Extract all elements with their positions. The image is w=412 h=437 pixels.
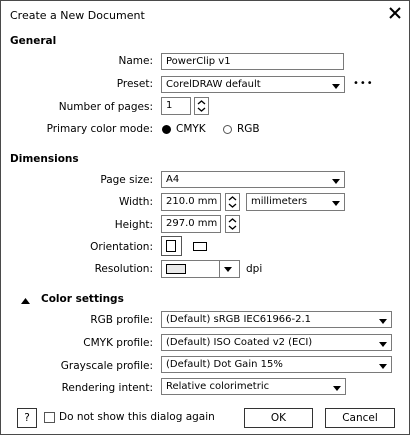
orientation-label: Orientation: xyxy=(90,241,153,253)
rgb-profile-value: (Default) sRGB IEC61966-2.1 xyxy=(166,314,312,325)
height-input[interactable]: 297.0 mm xyxy=(161,215,221,233)
color-mode-label: Primary color mode: xyxy=(46,123,153,135)
rendering-intent-value: Relative colorimetric xyxy=(166,381,270,392)
cmyk-profile-value: (Default) ISO Coated v2 (ECI) xyxy=(166,337,313,348)
page-size-value: A4 xyxy=(166,174,180,185)
preset-value: CorelDRAW default xyxy=(166,79,261,90)
width-stepper[interactable] xyxy=(225,193,240,211)
close-icon[interactable] xyxy=(387,5,403,21)
resolution-dropdown[interactable] xyxy=(161,260,240,278)
more-options-button[interactable]: ••• xyxy=(353,78,374,89)
landscape-button[interactable] xyxy=(190,236,211,256)
page-size-label: Page size: xyxy=(100,174,153,186)
chevron-down-icon xyxy=(379,316,387,329)
pages-label: Number of pages: xyxy=(58,101,153,113)
width-input[interactable]: 210.0 mm xyxy=(161,193,221,211)
rgb-radio[interactable] xyxy=(223,125,232,134)
ok-button[interactable]: OK xyxy=(244,408,313,428)
dimensions-heading: Dimensions xyxy=(10,153,79,165)
chevron-down-icon xyxy=(332,198,340,211)
resolution-label: Resolution: xyxy=(94,263,153,275)
grayscale-profile-label: Grayscale profile: xyxy=(60,360,153,372)
chevron-down-icon xyxy=(333,383,341,396)
rendering-intent-label: Rendering intent: xyxy=(61,382,153,394)
resolution-swatch xyxy=(166,264,186,274)
collapse-triangle-icon[interactable] xyxy=(21,295,30,307)
units-dropdown[interactable] xyxy=(246,193,345,211)
cmyk-radio[interactable] xyxy=(162,125,171,134)
rgb-profile-dropdown[interactable] xyxy=(161,311,392,328)
cancel-button[interactable]: Cancel xyxy=(325,408,395,428)
general-heading: General xyxy=(10,35,57,47)
chevron-down-icon xyxy=(219,261,237,277)
color-settings-heading[interactable]: Color settings xyxy=(41,293,124,305)
name-label: Name: xyxy=(118,55,153,67)
name-input[interactable]: PowerClip v1 xyxy=(161,53,344,70)
dialog-title: Create a New Document xyxy=(10,9,145,22)
grayscale-profile-value: (Default) Dot Gain 15% xyxy=(166,359,283,370)
cmyk-label: CMYK xyxy=(176,123,206,135)
dpi-unit-label: dpi xyxy=(246,263,263,275)
landscape-icon xyxy=(193,242,207,251)
units-value: millimeters xyxy=(251,196,308,207)
dont-show-label: Do not show this dialog again xyxy=(59,411,215,423)
help-button[interactable]: ? xyxy=(17,408,37,428)
preset-label: Preset: xyxy=(116,78,153,90)
cmyk-profile-dropdown[interactable] xyxy=(161,334,392,351)
pages-stepper[interactable] xyxy=(194,97,209,115)
pages-input[interactable]: 1 xyxy=(161,97,191,115)
rendering-intent-dropdown[interactable] xyxy=(161,378,346,395)
rgb-label: RGB xyxy=(237,123,260,135)
cmyk-profile-label: CMYK profile: xyxy=(83,337,153,349)
chevron-down-icon xyxy=(332,176,340,189)
preset-dropdown[interactable] xyxy=(161,76,345,93)
grayscale-profile-dropdown[interactable] xyxy=(161,356,392,373)
chevron-down-icon xyxy=(379,361,387,374)
page-size-dropdown[interactable] xyxy=(161,171,345,188)
height-label: Height: xyxy=(114,219,153,231)
chevron-down-icon xyxy=(332,81,340,94)
rgb-profile-label: RGB profile: xyxy=(90,314,153,326)
chevron-down-icon xyxy=(379,339,387,352)
dont-show-checkbox[interactable] xyxy=(44,412,55,423)
portrait-button[interactable] xyxy=(161,236,182,256)
portrait-icon xyxy=(166,240,176,252)
height-stepper[interactable] xyxy=(225,215,240,233)
width-label: Width: xyxy=(118,196,153,208)
